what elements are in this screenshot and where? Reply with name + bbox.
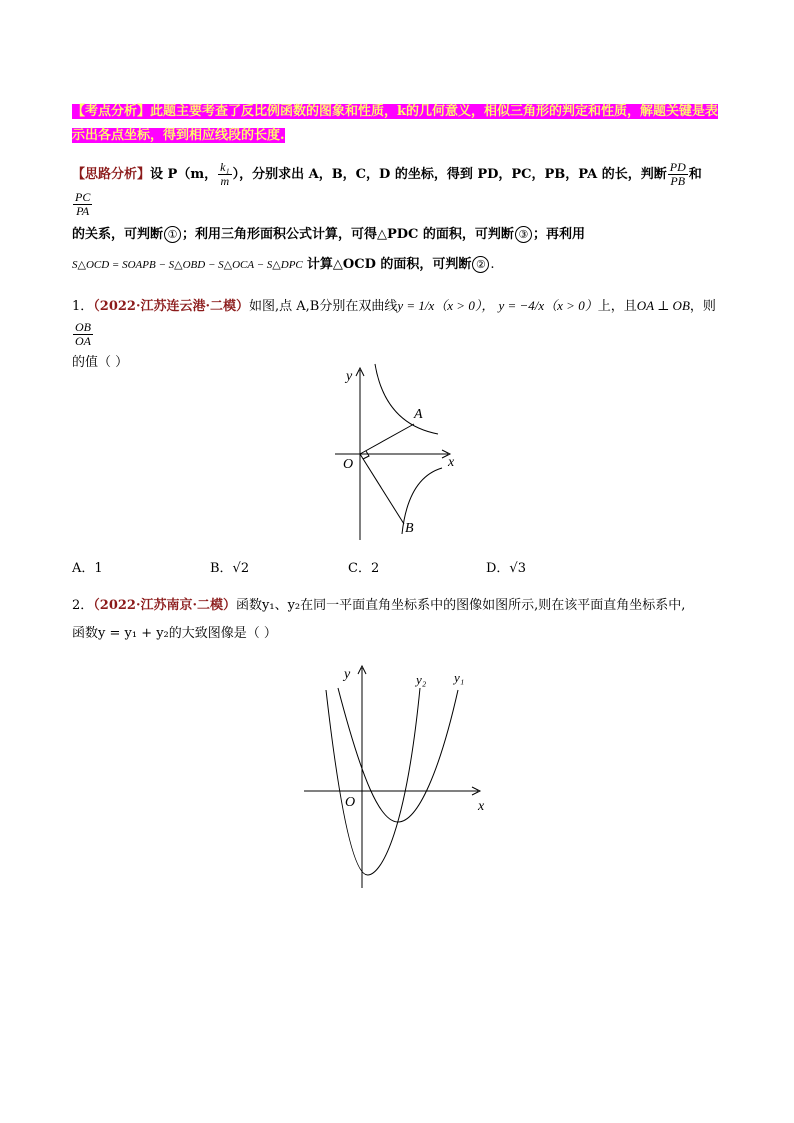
thought-text-4: ；利用三角形面积公式计算，可得△PDC 的面积，可判断 — [182, 227, 514, 242]
thought-text-6: 计算△OCD 的面积，可判断 — [306, 257, 472, 272]
q2-label-y1: y₁ — [454, 670, 465, 685]
thought-text-3: 的关系，可判断 — [72, 227, 164, 242]
q1-option-b[interactable]: B．√2 — [210, 561, 250, 576]
q2-label-y: y — [344, 667, 351, 682]
q1-label-x: x — [448, 455, 455, 470]
q1-source: （2022·江苏连云港·二模） — [93, 299, 250, 314]
q2-figure — [300, 660, 495, 890]
q1-figure — [330, 362, 465, 542]
q2-text-a: 函数y₁、y₂在同一平面直角坐标系中的图像如图所示,则在该平面直角坐标系中, — [236, 598, 686, 613]
q1-number: 1． — [72, 299, 94, 314]
circled-1: ① — [164, 226, 181, 243]
q2-source: （2022·江苏南京·二模） — [93, 598, 237, 613]
thought-text-2: ），分别求出 A，B，C，D 的坐标，得到 PD，PC，PB，PA 的长，判断 — [232, 167, 667, 182]
fraction-pc-pa: $\frac{PC}{PA}$ — [75, 190, 91, 218]
q2-curve-y1 — [338, 688, 458, 822]
thought-and: 和 — [688, 167, 702, 182]
q1-eq1: y = 1/x（x > 0）， — [397, 298, 495, 313]
area-formula: S△OCD = SOAPB − S△OBD − S△OCA − S△DPC — [72, 259, 303, 271]
q2-curve-y2 — [326, 688, 420, 875]
circled-2: ② — [472, 256, 489, 273]
q1-label-o: O — [343, 457, 354, 472]
q1-curve-upper — [375, 364, 438, 434]
thought-text-1: 设 P（m， — [150, 167, 218, 182]
q1-label-a: A — [414, 407, 423, 422]
q1-condition: OA ⊥ OB — [636, 298, 690, 313]
thought-tag: 【思路分析】 — [72, 167, 151, 182]
thought-paragraph: 【思路分析】设 P（m， $\frac{\text{k₁}}{m}$ ），分别求出 A，B，C，D 的坐标，得到 PD，PC，PB，PA 的长，判断 $\frac{PD}{PB}$ 和 $\frac{PC}{PA}$ 的关系，可判断 ① ；利用三角形面积公式计算，可得△PDC 的面积，可判断 ③ ；再利用 S△OCD = SOAPB − S△OBD − S△OCA − S△DPC 计算△OCD 的面积，可判断 ② . — [72, 160, 702, 272]
q1-eq2: y = −4/x（x > 0） — [498, 298, 598, 313]
q1-text-a: 如图,点 A,B分别在双曲线 — [249, 299, 398, 314]
q2-number: 2． — [72, 598, 94, 613]
q2-text-b: 函数y = y₁ + y₂的大致图像是（ ） — [72, 626, 277, 641]
q2-label-o: O — [345, 795, 356, 810]
q1-label-b: B — [405, 521, 414, 536]
q1-segment-oa — [360, 424, 414, 454]
fraction-ob-oa: $\frac{OB}{OA}$ — [75, 320, 91, 348]
q1-segment-ob — [360, 454, 404, 524]
analysis-tag: 【考点分析】 — [72, 104, 151, 119]
question-1: 1．（2022·江苏连云港·二模）如图,点 A,B分别在双曲线y = 1/x（x > 0）， y = −4/x（x > 0）上，且OA ⊥ OB，则 $\frac{OB}{OA}$ 的值（ ） — [72, 298, 716, 370]
q1-option-a[interactable]: A．1 — [72, 561, 103, 576]
q2-label-y2: y₂ — [416, 672, 427, 687]
fraction-pd-pb: $\frac{PD}{PB}$ — [669, 160, 686, 188]
analysis-text: 此题主要考查了反比例函数的图象和性质，k的几何意义，相似三角形的判定和性质，解题关键是表示出各点坐标，得到相应线段的长度. — [72, 104, 719, 143]
q1-option-c[interactable]: C．2 — [348, 561, 380, 576]
fraction-k1-m: $\frac{\text{k₁}}{m}$ — [220, 160, 230, 188]
circled-3: ③ — [515, 226, 532, 243]
q1-option-d[interactable]: D．√3 — [486, 561, 526, 576]
q1-label-y: y — [346, 369, 353, 384]
q1-text-d: 的值（ ） — [72, 355, 129, 370]
question-2 — [72, 592, 722, 648]
analysis-paragraph — [72, 100, 722, 148]
thought-text-5: ；再利用 — [532, 227, 585, 242]
q2-label-x: x — [478, 799, 485, 814]
